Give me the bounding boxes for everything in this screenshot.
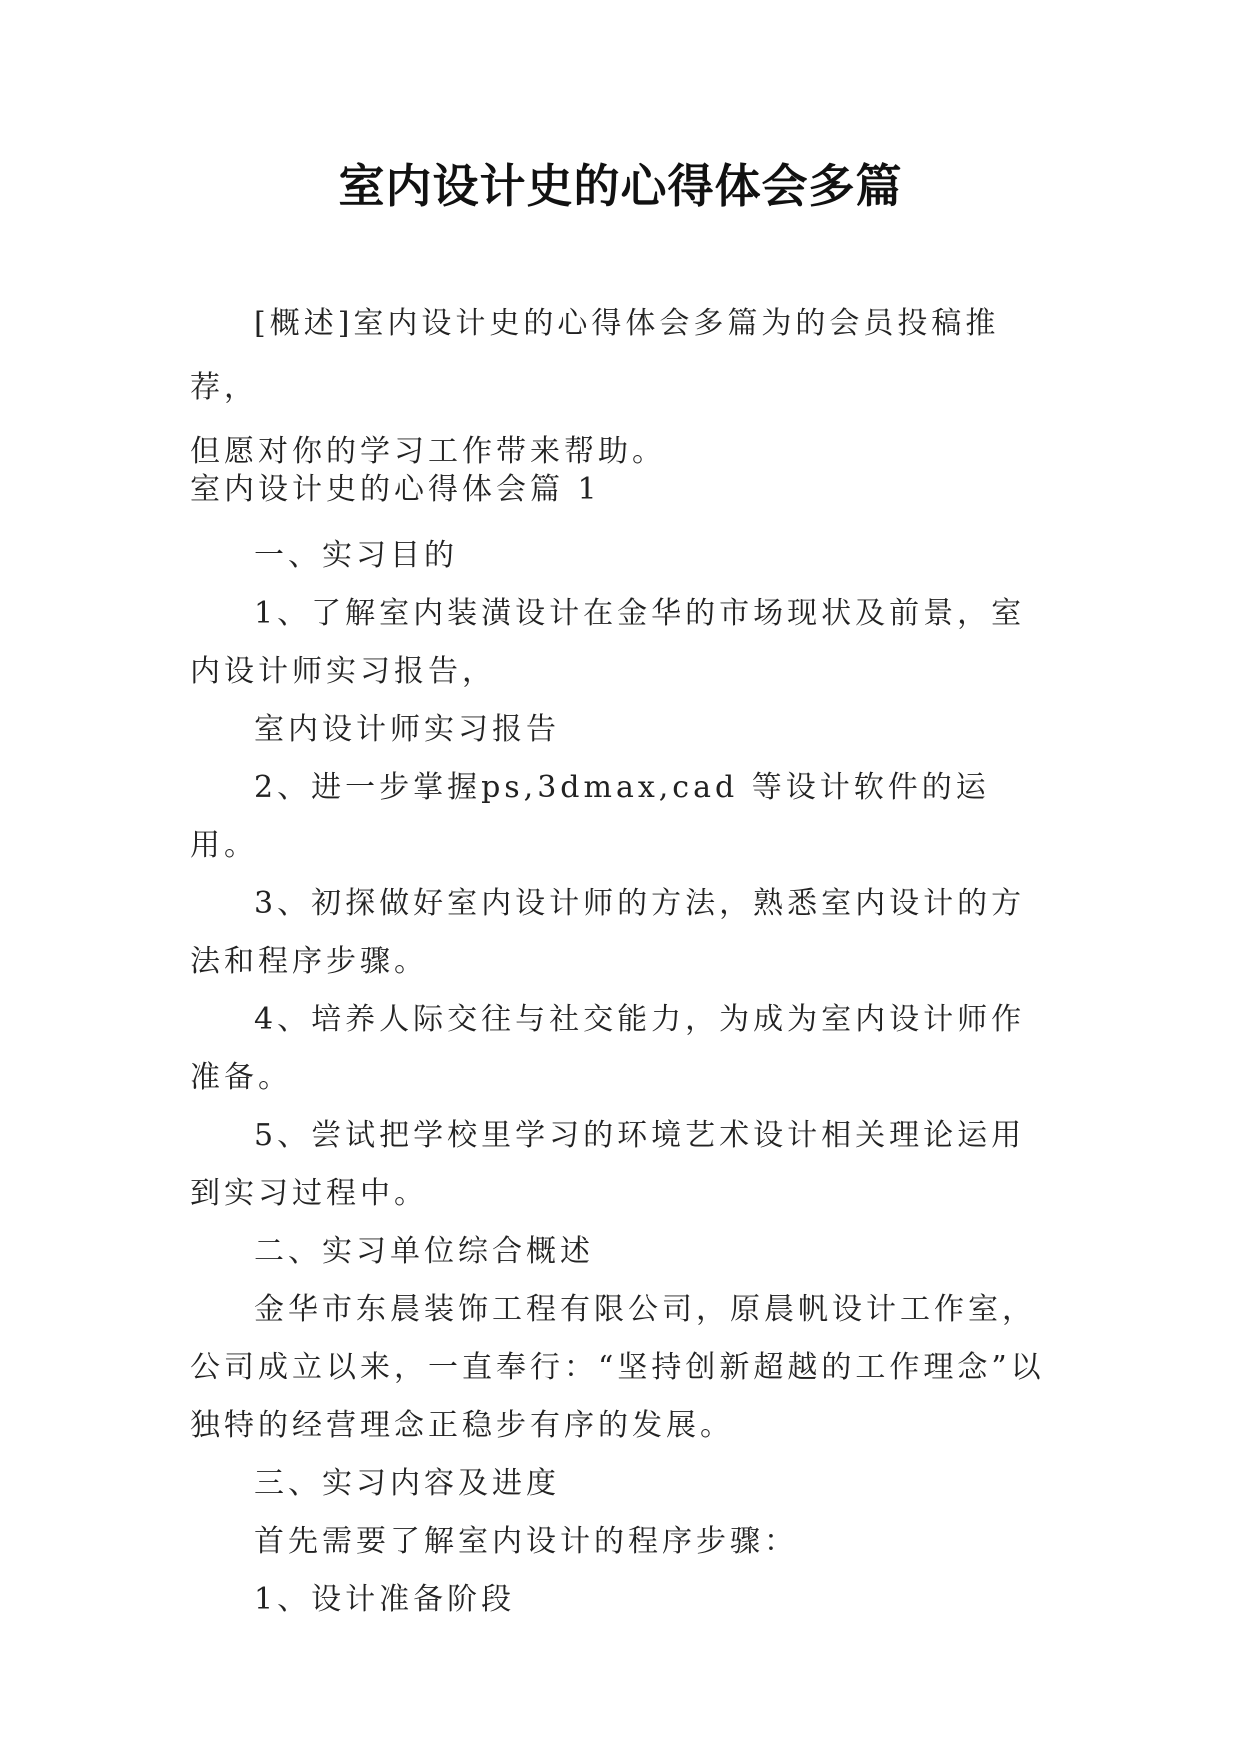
paragraph: 1、了解室内装潢设计在金华的市场现状及前景，室内设计师实习报告，: [190, 596, 1026, 689]
paragraph: 3、初探做好室内设计师的方法，熟悉室内设计的方法和程序步骤。: [190, 886, 1026, 979]
heading-practice-goal: 一、实习目的: [254, 538, 458, 573]
paragraph: 金华市东晨装饰工程有限公司，原晨帆设计工作室，公司成立以来，一直奉行：“坚持创新超越的工作理念”以独特的经营理念正稳步有序的发展。: [190, 1292, 1045, 1443]
abstract-line-1: [概述]室内设计史的心得体会多篇为的会员投稿推荐，: [190, 306, 1000, 405]
section-heading: 室内设计史的心得体会篇 1: [190, 472, 601, 507]
heading-company-overview: 二、实习单位综合概述: [254, 1234, 594, 1269]
paragraph: 1、设计准备阶段: [254, 1582, 516, 1617]
paragraph: 5、尝试把学校里学习的环境艺术设计相关理论运用到实习过程中。: [190, 1118, 1026, 1211]
abstract-line-2: 但愿对你的学习工作带来帮助。: [190, 434, 666, 469]
paragraph: 首先需要了解室内设计的程序步骤：: [254, 1524, 798, 1559]
document-title: 室内设计史的心得体会多篇: [338, 159, 903, 213]
heading-practice-content: 三、实习内容及进度: [254, 1466, 560, 1501]
paragraph: 2、进一步掌握ps,3dmax,cad 等设计软件的运用。: [190, 770, 990, 863]
document-body: [190, 527, 1050, 1629]
paragraph: 4、培养人际交往与社交能力，为成为室内设计师作准备。: [190, 1002, 1026, 1095]
paragraph: 室内设计师实习报告: [254, 712, 560, 747]
abstract: [190, 292, 1050, 484]
